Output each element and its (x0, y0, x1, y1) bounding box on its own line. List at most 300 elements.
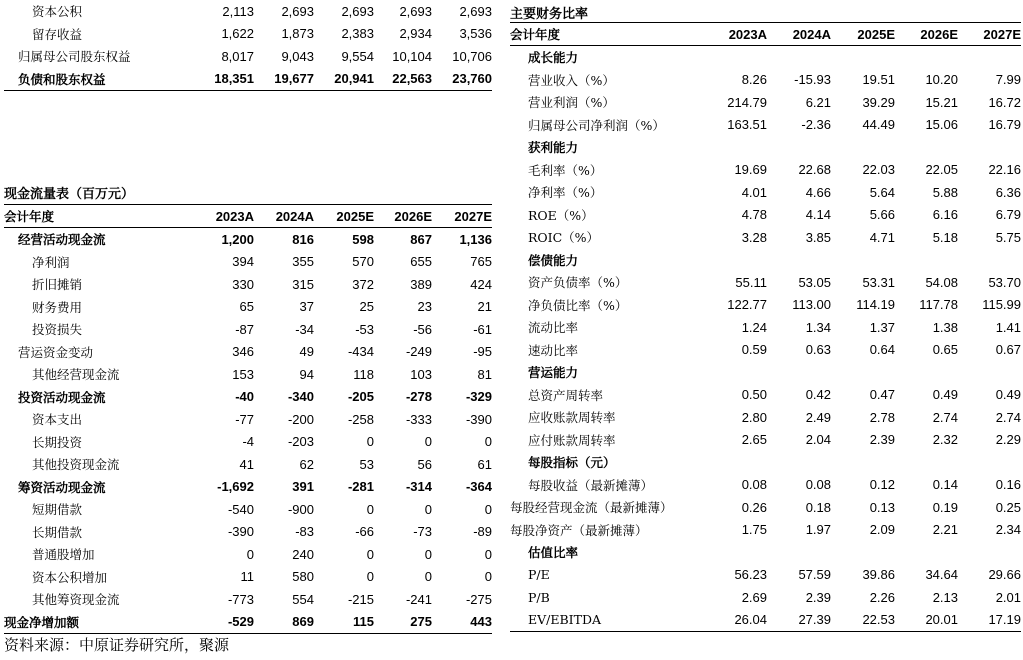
row-value (895, 361, 958, 384)
row-value: -2.36 (801, 117, 831, 133)
row-value: 5.75 (995, 229, 1021, 245)
row-value: 15.21 (925, 94, 958, 110)
row-value: 62 (299, 456, 314, 472)
row-label: 经营活动现金流 (18, 232, 106, 248)
row-value: 0.59 (741, 342, 767, 358)
row-label: ROE（%） (528, 207, 594, 223)
row-value (700, 361, 767, 384)
row-value (958, 361, 1021, 384)
row-value: 0.12 (869, 477, 895, 493)
row-value: 41 (239, 456, 254, 472)
row-value: -364 (465, 479, 492, 495)
row-value: 240 (292, 546, 314, 562)
row-value: -83 (295, 524, 314, 540)
row-value (700, 46, 767, 69)
row-value: 570 (352, 254, 374, 270)
row-value: 214.79 (727, 94, 767, 110)
row-value (831, 541, 895, 564)
row-value: 0.25 (995, 499, 1021, 515)
row-value: 1.41 (995, 319, 1021, 335)
row-value: -278 (405, 389, 432, 405)
row-value: 37 (299, 299, 314, 315)
row-value: 0.64 (869, 342, 895, 358)
header-label: 会计年度 (510, 23, 700, 46)
row-value: 2,934 (399, 26, 432, 42)
row-value: 3.28 (741, 229, 767, 245)
row-value: -89 (473, 524, 492, 540)
row-value: 19,677 (254, 68, 314, 91)
row-value: 23 (417, 299, 432, 315)
row-value: -200 (287, 411, 314, 427)
row-value: 53.70 (988, 274, 1021, 290)
row-value: 49 (299, 344, 314, 360)
row-value: 57.59 (798, 567, 831, 583)
row-value: 81 (477, 366, 492, 382)
row-value (700, 136, 767, 159)
row-value: -66 (355, 524, 374, 540)
row-label: 净利率（%） (528, 185, 603, 201)
row-value: 6.16 (932, 207, 958, 223)
row-value (767, 361, 831, 384)
row-value: 114.19 (856, 297, 895, 313)
source-note: 资料来源：中原证券研究所，聚源 (4, 636, 230, 654)
row-value: 5.66 (869, 207, 895, 223)
table-row (510, 316, 1021, 339)
table-row (4, 476, 492, 499)
table-row (510, 384, 1021, 407)
row-value: 330 (232, 276, 254, 292)
row-value: -333 (405, 411, 432, 427)
row-value: 346 (232, 344, 254, 360)
row-value (895, 541, 958, 564)
row-value: 315 (292, 276, 314, 292)
row-value: 22.68 (798, 162, 831, 178)
row-value: 29.66 (988, 567, 1021, 583)
table-row (510, 451, 1021, 474)
row-value: 2.49 (805, 409, 831, 425)
row-value: 53 (359, 456, 374, 472)
row-value: 0 (484, 546, 492, 562)
row-label: 获利能力 (528, 140, 579, 156)
table-row (510, 69, 1021, 92)
row-value: 115 (314, 611, 374, 634)
row-value: 18,351 (194, 68, 254, 91)
row-value: 816 (292, 231, 314, 247)
row-label: 长期投资 (32, 434, 83, 450)
header-year: 2027E (958, 23, 1021, 46)
table-row (4, 363, 492, 386)
row-value: -540 (227, 501, 254, 517)
row-value: 61 (477, 456, 492, 472)
header-year: 2026E (895, 23, 958, 46)
row-value (958, 136, 1021, 159)
row-value: -390 (465, 411, 492, 427)
row-value: 27.39 (767, 609, 831, 632)
row-value: 1.97 (805, 522, 831, 538)
row-value (831, 361, 895, 384)
row-label: 归属母公司股东权益 (18, 49, 131, 65)
row-value: 10.20 (925, 72, 958, 88)
row-value: 4.66 (805, 184, 831, 200)
row-value: 0 (424, 501, 432, 517)
row-value: -53 (355, 321, 374, 337)
row-label: 其他筹资现金流 (32, 592, 120, 608)
row-value: -390 (227, 524, 254, 540)
row-value: 16.72 (988, 94, 1021, 110)
row-value (958, 249, 1021, 272)
row-value: -87 (235, 321, 254, 337)
row-value (831, 249, 895, 272)
header-row (510, 23, 1021, 46)
row-value: 103 (410, 366, 432, 382)
row-value: 0 (484, 501, 492, 517)
row-label: 营业收入（%） (528, 72, 615, 88)
row-value: 443 (432, 611, 492, 634)
row-label: 现金净增加额 (4, 611, 194, 634)
row-label: 营业利润（%） (528, 95, 615, 111)
row-value: 54.08 (925, 274, 958, 290)
row-value: 20.01 (895, 609, 958, 632)
row-value: 0.49 (995, 387, 1021, 403)
row-value: -340 (287, 389, 314, 405)
row-value: 19.69 (734, 162, 767, 178)
table-row (4, 611, 492, 634)
row-value: 1.34 (805, 319, 831, 335)
row-value: 1.37 (869, 319, 895, 335)
table-row (510, 226, 1021, 249)
cashflow-title: 现金流量表（百万元） (4, 187, 135, 202)
row-value: 5.88 (932, 184, 958, 200)
row-label: 总资产周转率 (528, 387, 604, 403)
row-value: 1.38 (932, 319, 958, 335)
table-row (510, 159, 1021, 182)
row-value: -434 (347, 344, 374, 360)
row-value: 1,873 (281, 26, 314, 42)
row-value: 0 (424, 546, 432, 562)
table-row (510, 114, 1021, 137)
row-value: 5.18 (932, 229, 958, 245)
row-label: 应收账款周转率 (528, 410, 616, 426)
row-value: 389 (410, 276, 432, 292)
row-value: 1,622 (221, 26, 254, 42)
table-row (4, 521, 492, 544)
row-value: 0.18 (805, 499, 831, 515)
table-row (4, 341, 492, 364)
row-value: 2,113 (222, 3, 254, 19)
row-value: 275 (374, 611, 432, 634)
row-value: 16.79 (988, 117, 1021, 133)
ratios-body (510, 46, 1021, 632)
row-label: 投资活动现金流 (18, 389, 106, 405)
row-label: 资本公积增加 (32, 569, 108, 585)
row-value: 598 (352, 231, 374, 247)
row-value: 10,104 (392, 48, 432, 64)
row-value: 6.21 (805, 94, 831, 110)
row-value: 6.79 (995, 207, 1021, 223)
row-value: 3,536 (459, 26, 492, 42)
row-value: 1.75 (741, 522, 767, 538)
row-value (700, 249, 767, 272)
row-value: -61 (473, 321, 492, 337)
row-label: 普通股增加 (32, 547, 95, 563)
row-label: 负债和股东权益 (4, 68, 194, 91)
row-label: 归属母公司净利润（%） (528, 117, 665, 133)
row-value: 26.04 (700, 609, 767, 632)
row-value (895, 136, 958, 159)
header-year: 2027E (432, 205, 492, 228)
row-value: 115.99 (982, 297, 1021, 313)
row-value: 2,693 (281, 3, 314, 19)
row-value: 94 (299, 366, 314, 382)
row-value: 55.11 (735, 274, 767, 290)
row-value: 22.16 (988, 162, 1021, 178)
row-value: 0.19 (932, 499, 958, 515)
row-value: 0 (366, 546, 374, 562)
table-row (510, 519, 1021, 542)
row-value: 2.39 (869, 432, 895, 448)
row-label: 净利润 (32, 254, 70, 270)
row-value: -900 (287, 501, 314, 517)
row-value: -329 (465, 389, 492, 405)
table-row (4, 251, 492, 274)
row-value: 17.19 (958, 609, 1021, 632)
row-label: P/E (528, 567, 550, 583)
row-value: 867 (410, 231, 432, 247)
row-label: ROIC（%） (528, 230, 600, 246)
table-row (4, 318, 492, 341)
table-row (4, 386, 492, 409)
row-value: 0 (366, 501, 374, 517)
row-value: -205 (347, 389, 374, 405)
table-row (4, 68, 492, 91)
row-value: 6.36 (995, 184, 1021, 200)
row-value: 118 (353, 366, 374, 382)
row-value: 39.86 (862, 567, 895, 583)
table-row (4, 408, 492, 431)
row-value: 1,200 (221, 231, 254, 247)
row-label: 毛利率（%） (528, 162, 603, 178)
row-value: 0.63 (805, 342, 831, 358)
row-label: 每股收益（最新摊薄） (528, 477, 654, 493)
row-value: -314 (405, 479, 432, 495)
header-year: 2023A (700, 23, 767, 46)
header-year: 2025E (314, 205, 374, 228)
row-label: 资产负债率（%） (528, 275, 628, 291)
row-value: 2.26 (869, 589, 895, 605)
row-label: 长期借款 (32, 524, 83, 540)
row-value: -1,692 (217, 479, 254, 495)
row-value: 2,693 (459, 3, 492, 19)
row-value: 4.78 (741, 207, 767, 223)
row-value: -281 (347, 479, 374, 495)
row-value: 0.42 (805, 387, 831, 403)
row-label: 营运能力 (528, 365, 579, 381)
row-value: 0.67 (995, 342, 1021, 358)
table-row (510, 609, 1021, 632)
row-value: 2.32 (932, 432, 958, 448)
row-value: -203 (287, 434, 314, 450)
row-value: 25 (359, 299, 374, 315)
row-value: -15.93 (794, 72, 831, 88)
row-value (895, 249, 958, 272)
row-label: 其他投资现金流 (32, 457, 120, 473)
table-row (4, 296, 492, 319)
table-row (4, 0, 492, 23)
row-value: 0.13 (869, 499, 895, 515)
row-value (958, 46, 1021, 69)
row-label: EV/EBITDA (510, 609, 700, 632)
table-row (510, 181, 1021, 204)
row-value: 56.23 (734, 567, 767, 583)
row-label: 每股指标（元） (528, 455, 616, 471)
row-value: 7.99 (995, 72, 1021, 88)
row-value (767, 136, 831, 159)
row-value (958, 451, 1021, 474)
row-value: 0.08 (805, 477, 831, 493)
row-value: 22.03 (862, 162, 895, 178)
row-value: 2.09 (869, 522, 895, 538)
row-value: -40 (235, 389, 254, 405)
row-value: 113.00 (792, 297, 831, 313)
balance-sheet-body (4, 0, 492, 91)
table-row (510, 564, 1021, 587)
row-value: 117.78 (919, 297, 958, 313)
row-value: 22.05 (925, 162, 958, 178)
row-value: 2.78 (869, 409, 895, 425)
row-value: -773 (227, 591, 254, 607)
table-row (510, 271, 1021, 294)
row-value: 2.21 (932, 522, 958, 538)
row-value: 0.47 (869, 387, 895, 403)
row-value: 22,563 (374, 68, 432, 91)
row-value: 4.14 (805, 207, 831, 223)
row-value: 9,554 (341, 48, 374, 64)
row-value: 0.16 (995, 477, 1021, 493)
row-value: 2.74 (932, 409, 958, 425)
row-value (831, 136, 895, 159)
row-label: 偿债能力 (528, 252, 579, 268)
row-label: 资本支出 (32, 412, 83, 428)
row-value: 2.69 (741, 589, 767, 605)
row-label: 资本公积 (32, 4, 83, 20)
row-value: 34.64 (925, 567, 958, 583)
row-value: 424 (470, 276, 492, 292)
row-value: 15.06 (925, 117, 958, 133)
row-value: 0.14 (932, 477, 958, 493)
row-value: 10,706 (452, 48, 492, 64)
row-value: 11 (240, 569, 254, 585)
row-value (831, 451, 895, 474)
table-row (4, 431, 492, 454)
row-value: 394 (232, 254, 254, 270)
row-value: 163.51 (727, 117, 767, 133)
row-value: 3.85 (805, 229, 831, 245)
table-row (510, 586, 1021, 609)
row-value (767, 541, 831, 564)
row-value: 2.39 (805, 589, 831, 605)
table-row (510, 91, 1021, 114)
ratios-table (510, 22, 1021, 632)
row-value: 2.13 (932, 589, 958, 605)
row-value (767, 46, 831, 69)
table-row (510, 541, 1021, 564)
table-row (4, 566, 492, 589)
row-value: 23,760 (432, 68, 492, 91)
row-value: 1,136 (459, 231, 492, 247)
row-label: 速动比率 (528, 342, 579, 358)
row-value: 2.80 (741, 409, 767, 425)
row-value: 53.05 (798, 274, 831, 290)
row-value: -529 (194, 611, 254, 634)
row-value: 2,693 (399, 3, 432, 19)
row-value: 0 (366, 569, 374, 585)
row-value (958, 541, 1021, 564)
row-value: 391 (292, 479, 314, 495)
row-value: -77 (235, 411, 254, 427)
row-value (831, 46, 895, 69)
row-value: 22.53 (831, 609, 895, 632)
header-row (4, 205, 492, 228)
row-value: 0.65 (932, 342, 958, 358)
row-value: 2.74 (995, 409, 1021, 425)
row-label: 成长能力 (528, 50, 579, 66)
header-year: 2024A (254, 205, 314, 228)
table-row (4, 228, 492, 251)
row-label: 筹资活动现金流 (18, 479, 106, 495)
row-label: 折旧摊销 (32, 277, 83, 293)
row-value: 20,941 (314, 68, 374, 91)
row-value: 44.49 (862, 117, 895, 133)
row-label: 应付账款周转率 (528, 432, 616, 448)
row-value: 0 (424, 569, 432, 585)
table-row (4, 273, 492, 296)
row-value: 0 (424, 434, 432, 450)
row-value: 0 (366, 434, 374, 450)
table-row (4, 45, 492, 68)
row-value: 56 (417, 456, 432, 472)
row-value: 765 (470, 254, 492, 270)
row-value: 0.49 (932, 387, 958, 403)
row-label: 短期借款 (32, 502, 83, 518)
row-value: -56 (413, 321, 432, 337)
table-row (510, 249, 1021, 272)
row-value: -73 (413, 524, 432, 540)
row-value: 0.26 (741, 499, 767, 515)
row-value (767, 451, 831, 474)
cashflow-header (4, 205, 492, 228)
header-year: 2024A (767, 23, 831, 46)
row-value: 9,043 (281, 48, 314, 64)
row-value: -258 (347, 411, 374, 427)
table-row (510, 429, 1021, 452)
row-label: 净负债比率（%） (528, 297, 628, 313)
row-value: 65 (239, 299, 254, 315)
row-value: -34 (295, 321, 314, 337)
table-row (4, 543, 492, 566)
row-value (895, 451, 958, 474)
header-year: 2023A (194, 205, 254, 228)
row-value: 554 (292, 591, 314, 607)
table-row (510, 361, 1021, 384)
row-value: 655 (410, 254, 432, 270)
table-row (4, 498, 492, 521)
row-label: 每股经营现金流（最新摊薄） (510, 500, 673, 516)
table-row (510, 136, 1021, 159)
row-value: 4.71 (869, 229, 895, 245)
row-label: 留存收益 (32, 26, 83, 42)
row-value: -249 (405, 344, 432, 360)
row-value: -241 (405, 591, 432, 607)
